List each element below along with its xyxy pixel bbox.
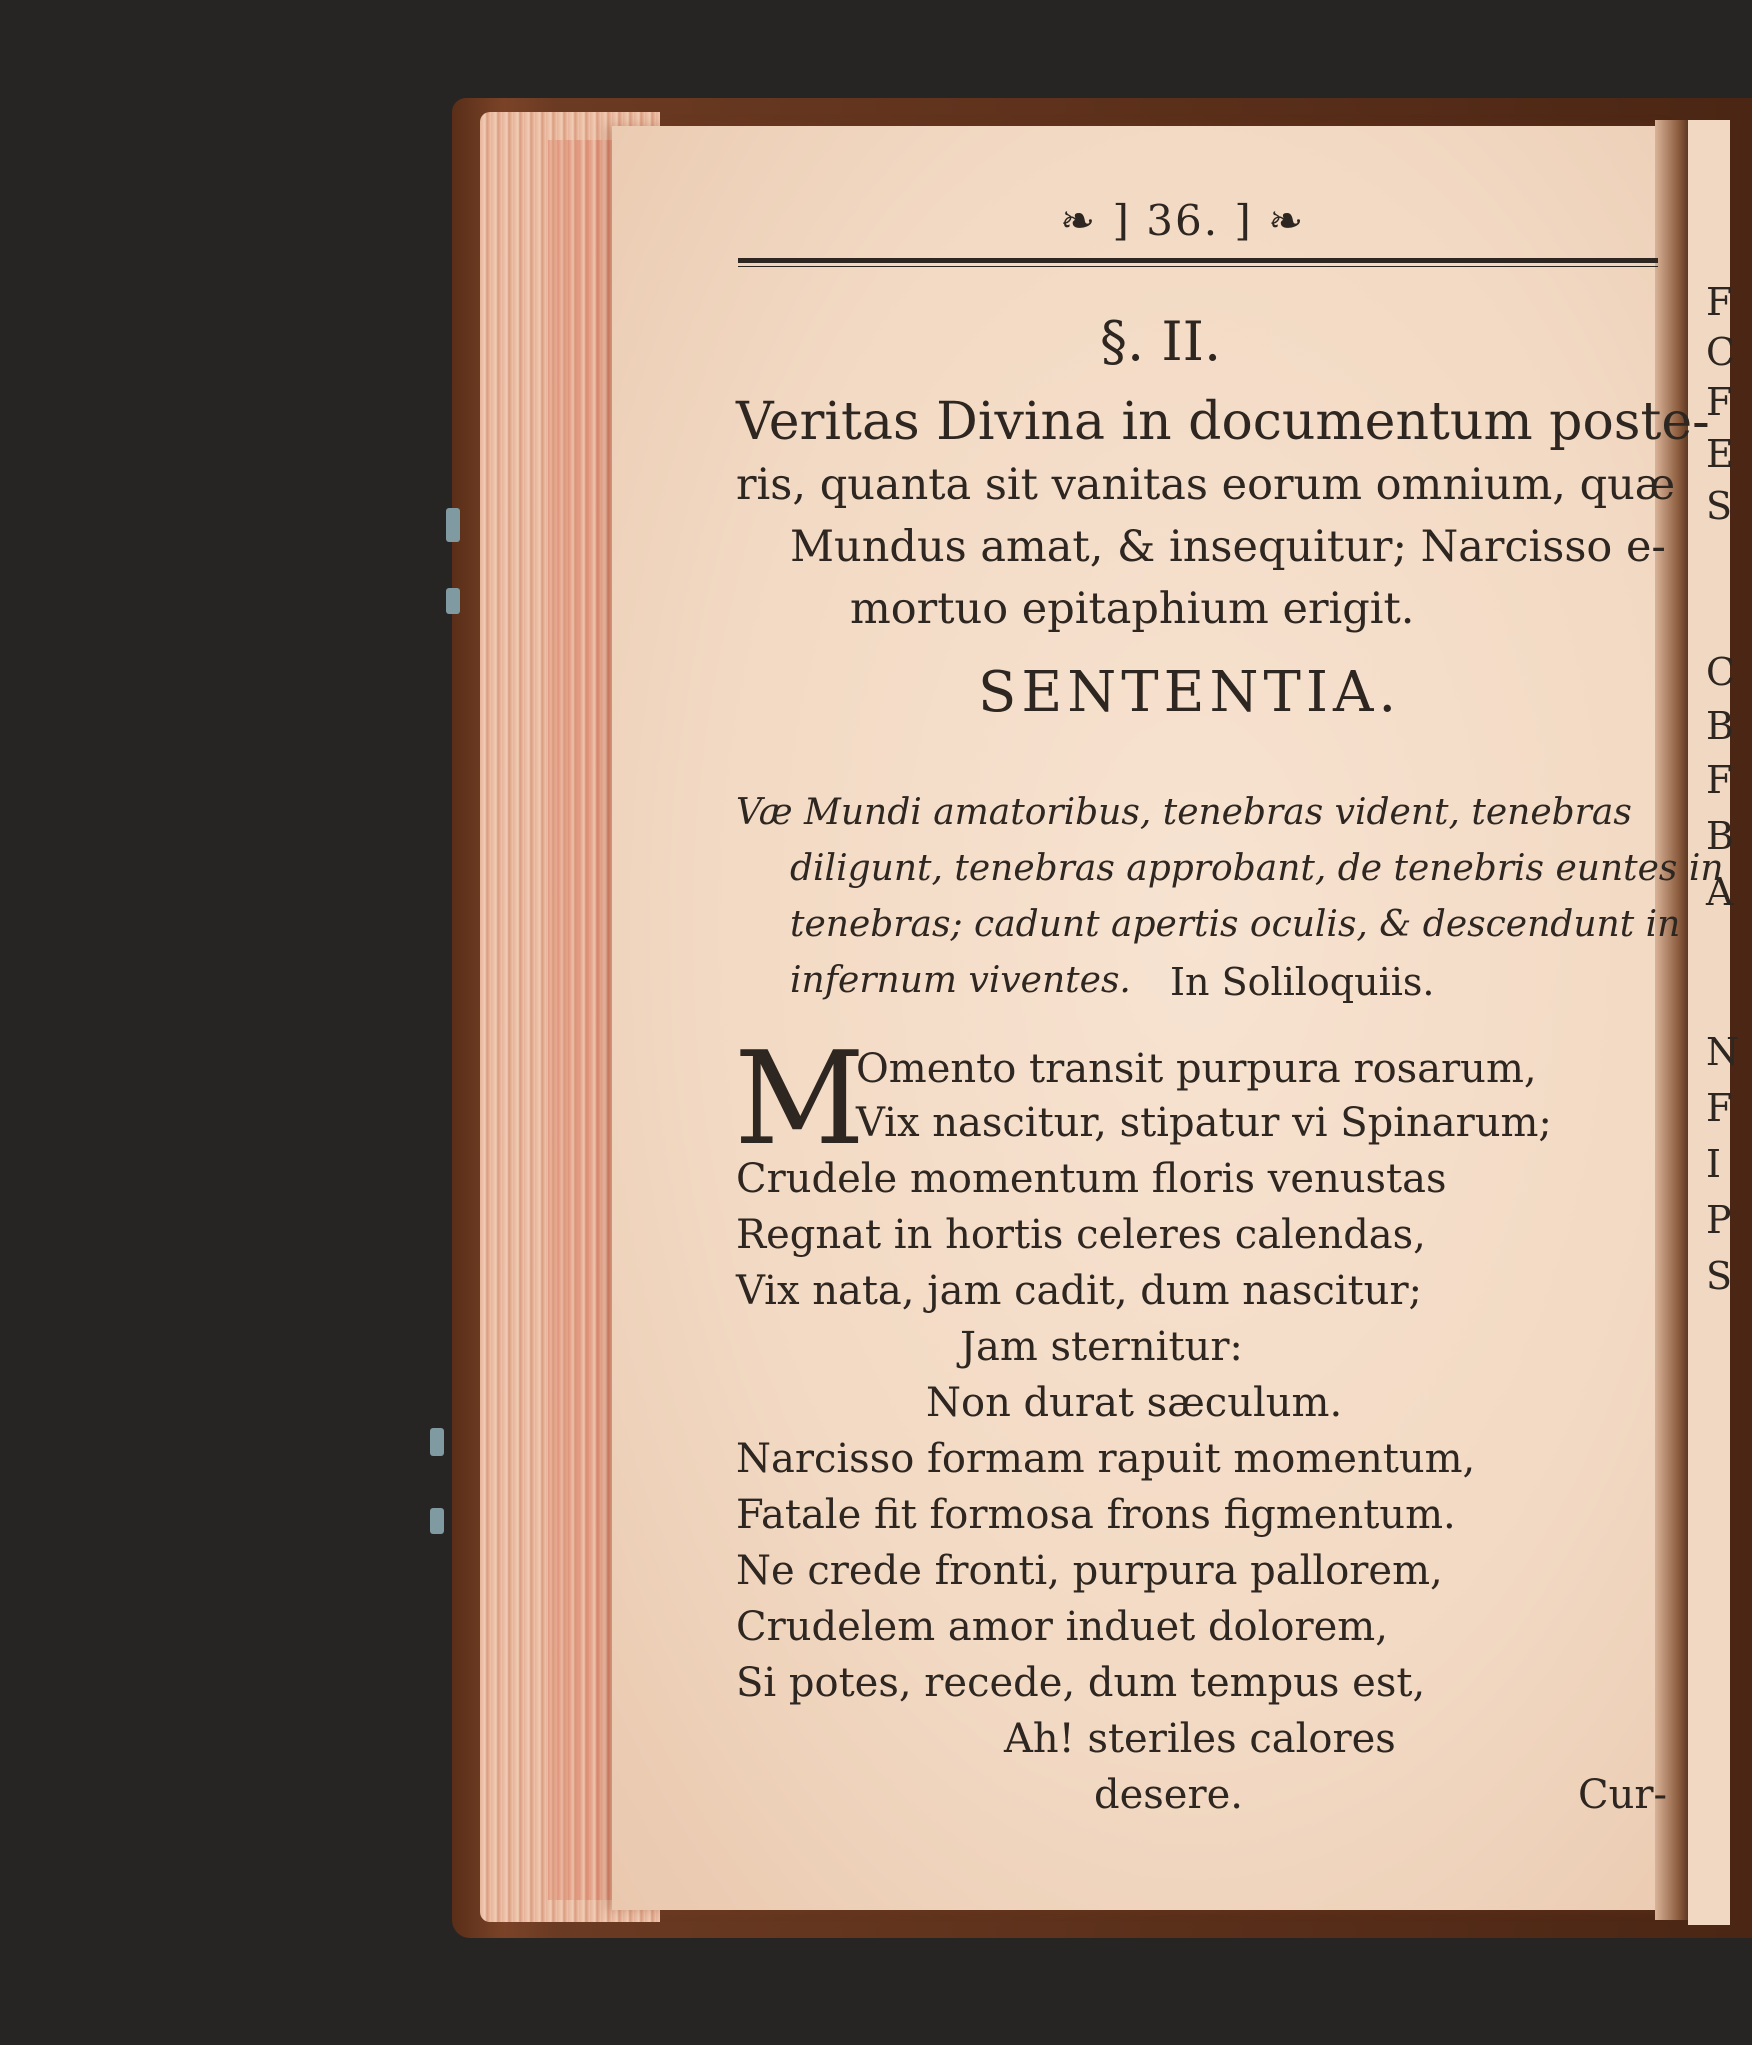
next-page-letter: B (1706, 814, 1734, 858)
quote-line: infernum viventes. (790, 960, 1131, 1001)
poem-line: desere. (1094, 1772, 1243, 1818)
next-page-letter: P (1706, 1198, 1732, 1242)
poem-line: Crudelem amor induet dolorem, (736, 1604, 1388, 1650)
quote-line: diligunt, tenebras approbant, de tenebris euntes in (790, 848, 1724, 889)
sententia-title: SENTENTIA. (978, 660, 1402, 725)
quote-line: tenebras; cadunt apertis oculis, & descendunt in (790, 904, 1681, 945)
poem-line: Ah! steriles calores (1004, 1716, 1396, 1762)
running-head: ❧ ] 36. ] ❧ (1060, 196, 1306, 245)
heading-line: ris, quanta sit vanitas eorum omnium, quæ (736, 460, 1676, 510)
quote-source: In Soliloquiis. (1170, 960, 1435, 1004)
heading-line: Veritas Divina in documentum poste- (736, 392, 1710, 452)
next-page-letter: N (1706, 1030, 1740, 1074)
next-page-letter: F (1706, 380, 1733, 424)
poem-line: Fatale fit formosa frons figmentum. (736, 1492, 1456, 1538)
next-page-letter: B (1706, 704, 1734, 748)
poem-line: Ne crede fronti, purpura pallorem, (736, 1548, 1443, 1594)
next-page-letter: C (1706, 650, 1736, 694)
next-page-letter: S (1706, 484, 1733, 528)
poem-line: Jam sternitur: (960, 1324, 1243, 1370)
heading-line: mortuo epitaphium erigit. (850, 584, 1415, 634)
clasp-bottom-2 (430, 1508, 444, 1534)
head-rule (738, 258, 1658, 263)
next-page-letter: F (1706, 758, 1733, 802)
clasp-bottom (430, 1428, 444, 1456)
head-rule-thin (738, 266, 1658, 267)
poem-line: Omento transit purpura rosarum, (856, 1046, 1537, 1092)
poem-line: Si potes, recede, dum tempus est, (736, 1660, 1426, 1706)
poem-line: Crudele momentum floris venustas (736, 1156, 1447, 1202)
next-page-letter: C (1706, 330, 1736, 374)
poem-line: Non durat sæculum. (926, 1380, 1343, 1426)
next-page-letter: S (1706, 1254, 1733, 1298)
section-number: §. II. (1100, 310, 1222, 373)
catchword: Cur- (1578, 1772, 1668, 1818)
next-page-letter: I (1706, 1142, 1722, 1186)
quote-line: Væ Mundi amatoribus, tenebras vident, tenebras (736, 792, 1632, 833)
heading-line: Mundus amat, & insequitur; Narcisso e- (790, 522, 1666, 572)
clasp-top (446, 508, 460, 542)
next-page-letter: E (1706, 432, 1734, 476)
clasp-top-2 (446, 588, 460, 614)
poem-line: Narcisso formam rapuit momentum, (736, 1436, 1476, 1482)
drop-cap: M (734, 1025, 866, 1174)
poem-line: Vix nascitur, stipatur vi Spinarum; (856, 1100, 1552, 1146)
next-page-letter: F (1706, 1086, 1733, 1130)
poem-line: Vix nata, jam cadit, dum nascitur; (736, 1268, 1423, 1314)
poem-line: Regnat in hortis celeres calendas, (736, 1212, 1426, 1258)
next-page-letter: A (1706, 870, 1734, 914)
next-page-letter: F (1706, 280, 1733, 324)
